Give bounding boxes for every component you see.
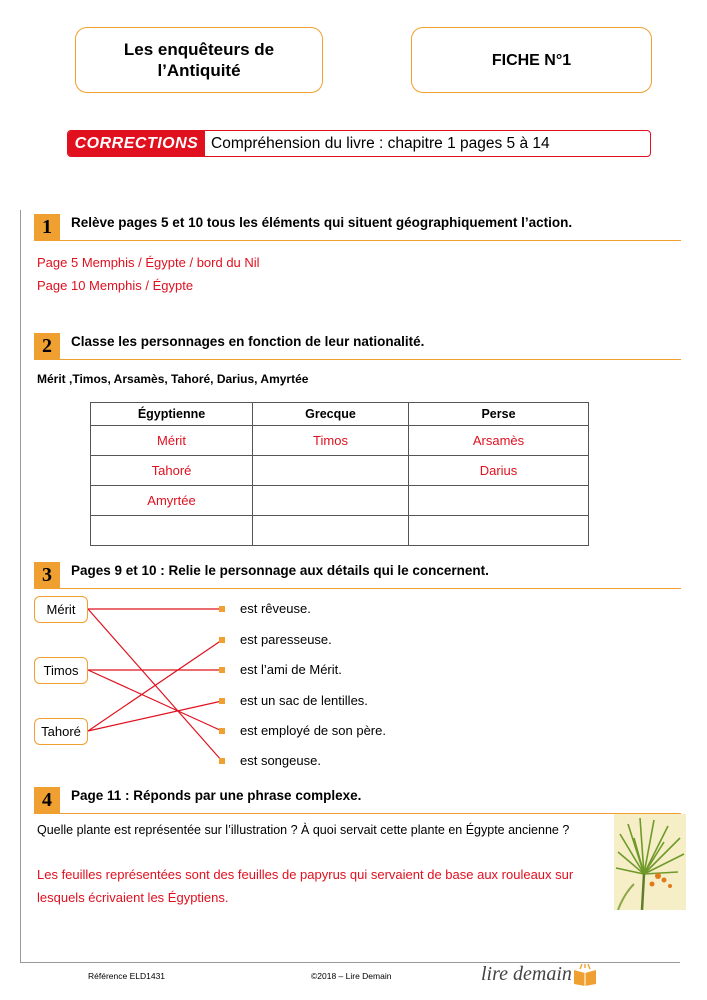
q4-answer: Les feuilles représentées sont des feuilles de papyrus qui servaient de base aux rouleaux sur lesquels écrivaient les Égyptiens. [37,867,574,905]
character-box-tahore[interactable] [34,718,88,745]
question-2-text: Classe les personnages en fonction de leur nationalité. [71,334,425,349]
matching-line [88,670,222,731]
table-cell: Timos [253,426,409,456]
q4-question: Quelle plante est représentée sur l’illustration ? À quoi servait cette plante en Égypte ancienne ? [37,823,570,837]
papyrus-illustration [614,814,686,910]
detail-bullet[interactable] [219,637,225,643]
table-cell: Arsamès [409,426,589,456]
character-label: Tahoré [41,724,81,739]
matching-line [88,640,222,731]
character-box-timos[interactable] [34,657,88,684]
table-cell: Amyrtée [91,486,253,516]
question-3-number: 3 [34,562,60,589]
character-label: Mérit [46,602,76,617]
detail-bullet[interactable] [219,606,225,612]
column-header: Grecque [253,403,409,426]
detail-item: est l’ami de Mérit. [240,662,342,677]
question-1-number: 1 [34,214,60,241]
detail-bullet[interactable] [219,698,225,704]
open-book-icon [572,964,598,986]
table-cell: Darius [409,456,589,486]
detail-bullet[interactable] [219,758,225,764]
detail-item: est employé de son père. [240,723,386,738]
detail-bullet[interactable] [219,667,225,673]
character-names-list: Mérit ,Timos, Arsamès, Tahoré, Darius, Amyrtée [37,372,309,386]
detail-item: est un sac de lentilles. [240,693,368,708]
question-2-number: 2 [34,333,60,360]
question-4-text: Page 11 : Réponds par une phrase complexe. [71,788,362,803]
book-title: Les enquêteurs de l’Antiquité [123,40,275,80]
question-4-header [34,784,681,814]
detail-bullet[interactable] [219,728,225,734]
table-cell: Tahoré [91,456,253,486]
question-3-text: Pages 9 et 10 : Relie le personnage aux détails qui le concernent. [71,563,489,578]
corrections-tag: CORRECTIONS [68,131,205,156]
table-cell: Mérit [91,426,253,456]
banner-subtitle: Compréhension du livre : chapitre 1 pages 5 à 14 [211,134,550,152]
matching-line [88,701,222,731]
question-4-number: 4 [34,787,60,814]
detail-item: est rêveuse. [240,601,311,616]
column-header: Perse [409,403,589,426]
footer-copyright: ©2018 – Lire Demain [311,971,392,981]
lire-demain-logo [481,963,598,986]
q1-answer-1: Page 5 Memphis / Égypte / bord du Nil [37,255,260,270]
character-label: Timos [43,663,79,678]
column-header: Égyptienne [91,403,253,426]
logo-text: lire demain [481,963,572,985]
character-box-merit[interactable] [34,596,88,623]
question-1-text: Relève pages 5 et 10 tous les éléments qui situent géographiquement l’action. [71,215,573,230]
detail-item: est paresseuse. [240,632,332,647]
footer-reference: Référence ELD1431 [88,971,166,981]
q1-answer-2: Page 10 Memphis / Égypte [37,278,194,293]
detail-item: est songeuse. [240,753,321,768]
fiche-number: FICHE N°1 [491,51,572,69]
